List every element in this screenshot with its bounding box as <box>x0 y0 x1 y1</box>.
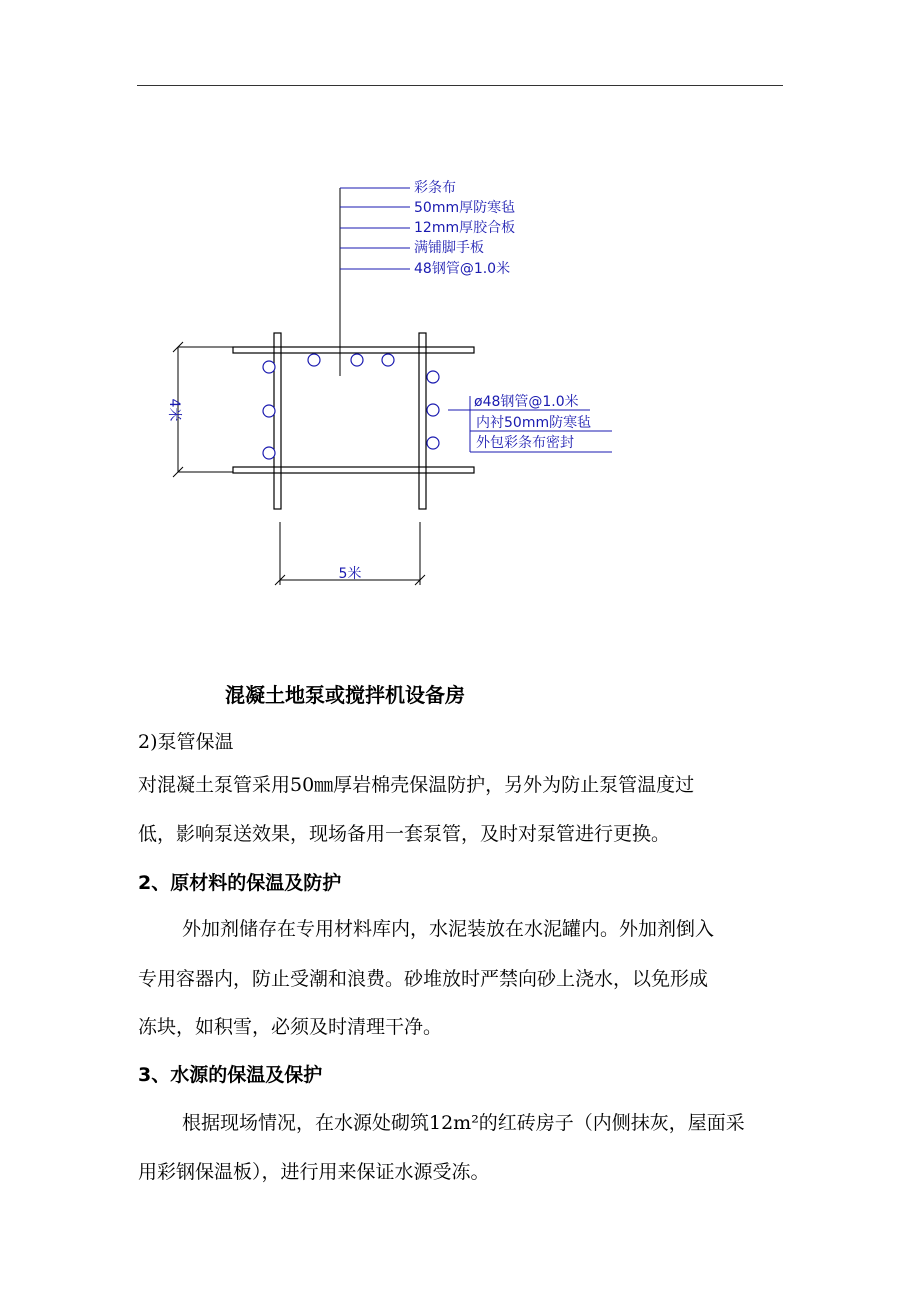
shelter-section-diagram <box>0 160 920 600</box>
paragraph: 2)泵管保温 <box>138 731 234 753</box>
paragraph: 冻块，如积雪，必须及时清理干净。 <box>138 1016 443 1038</box>
right-wall-pipe <box>427 404 439 416</box>
side-label: ø48钢管@1.0米 <box>474 394 579 410</box>
paragraph: 用彩钢保温板），进行用来保证水源受冻。 <box>138 1161 490 1183</box>
left-wall-pipe <box>263 447 275 459</box>
width-dimension-label: 5米 <box>338 566 362 582</box>
paragraph: 外加剂储存在专用材料库内，水泥装放在水泥罐内。外加剂倒入 <box>182 918 715 940</box>
left-post <box>274 333 281 509</box>
layer-label: 12mm厚胶合板 <box>414 220 516 236</box>
figure-caption: 混凝土地泵或搅拌机设备房 <box>225 683 465 707</box>
floor-beam <box>233 467 474 473</box>
side-label: 内衬50mm防寒毡 <box>476 415 592 431</box>
left-wall-pipe <box>263 405 275 417</box>
roof-pipe <box>382 354 394 366</box>
paragraph: 专用容器内，防止受潮和浪费。砂堆放时严禁向砂上浇水，以免形成 <box>138 968 709 990</box>
layer-label: 50mm厚防寒毡 <box>414 200 516 216</box>
paragraph: 对混凝土泵管采用50㎜厚岩棉壳保温防护，另外为防止泵管温度过 <box>138 774 695 796</box>
paragraph: 低，影响泵送效果，现场备用一套泵管，及时对泵管进行更换。 <box>138 823 671 845</box>
roof-pipe <box>308 354 320 366</box>
paragraph: 根据现场情况，在水源处砌筑12m²的红砖房子（内侧抹灰，屋面采 <box>182 1112 745 1134</box>
layer-label: 满铺脚手板 <box>414 240 484 256</box>
layer-label: 48钢管@1.0米 <box>414 261 511 277</box>
right-post <box>419 333 426 509</box>
roof-beam <box>233 347 474 353</box>
right-wall-pipe <box>427 371 439 383</box>
layer-label: 彩条布 <box>414 180 456 196</box>
header-rule <box>137 85 783 86</box>
left-wall-pipe <box>263 361 275 373</box>
height-dimension-label: 4米 <box>166 398 182 422</box>
side-label: 外包彩条布密封 <box>476 435 574 451</box>
right-wall-pipe <box>427 437 439 449</box>
section-heading: 3、水源的保温及保护 <box>138 1064 323 1086</box>
section-heading: 2、原材料的保温及防护 <box>138 872 342 894</box>
roof-pipe <box>351 354 363 366</box>
